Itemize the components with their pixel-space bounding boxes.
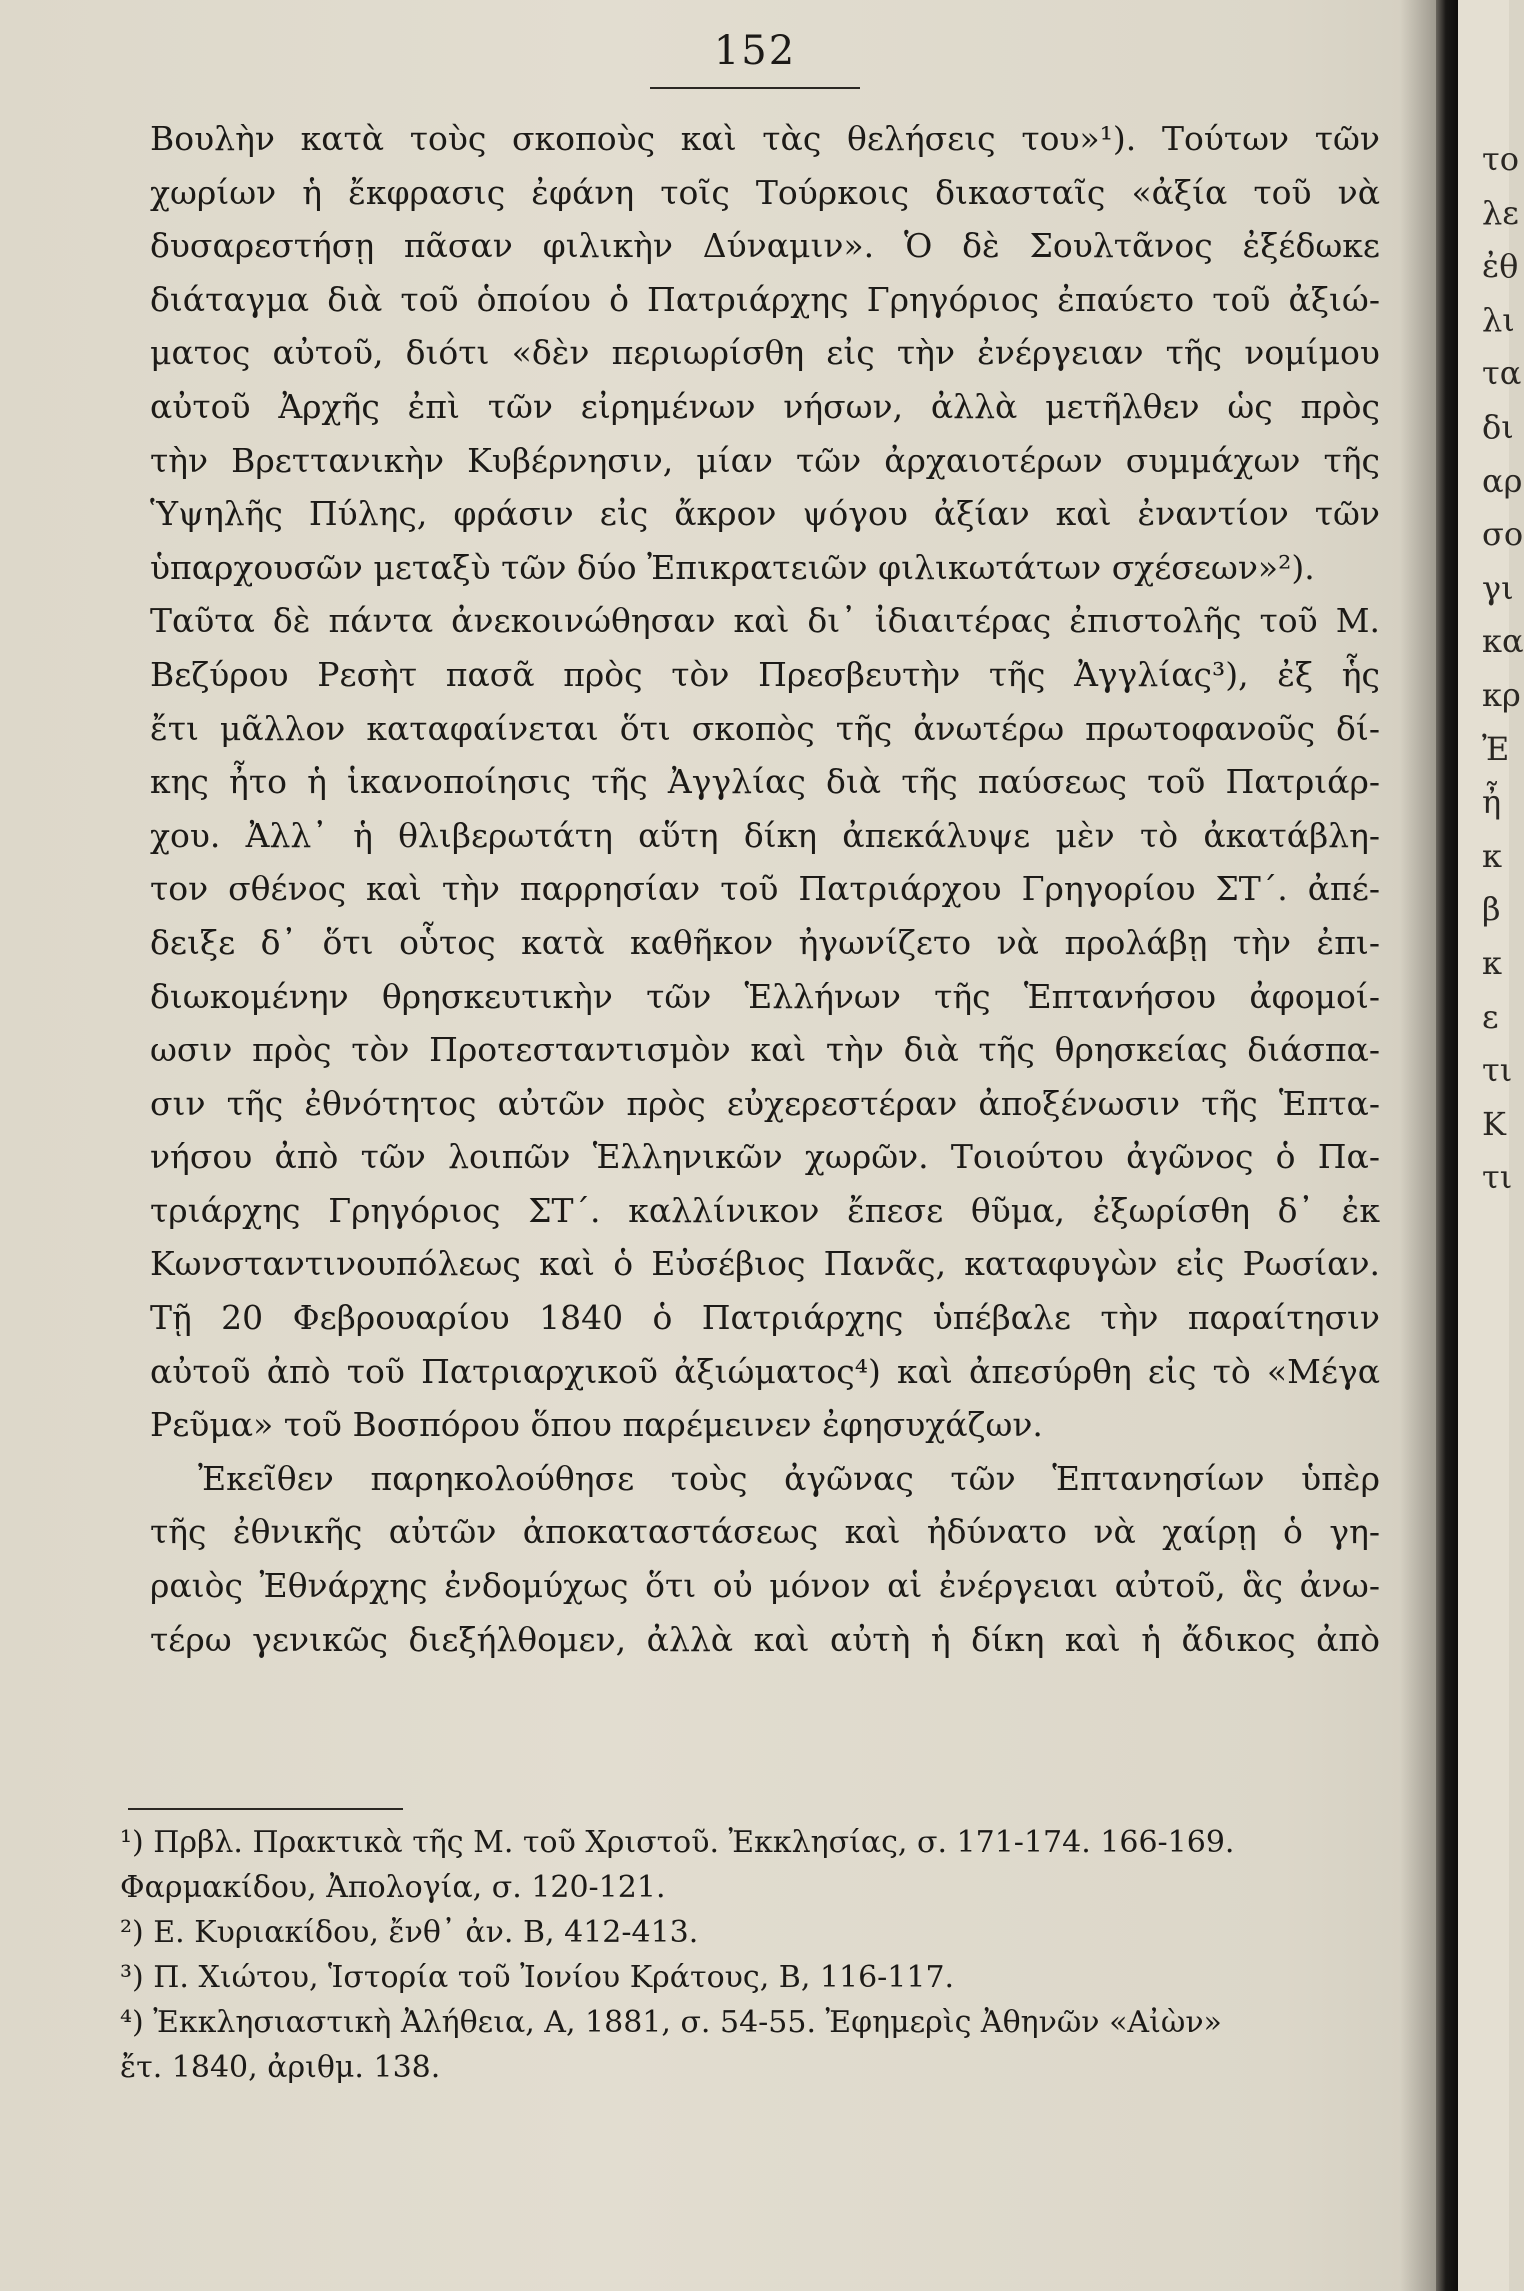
facing-page-fragment: κ: [1482, 944, 1502, 982]
text-line: σιν τῆς ἐθνότητος αὐτῶν πρὸς εὐχερεστέραν ἀποξένωσιν τῆς Ἑπτα-: [150, 1083, 1380, 1123]
facing-page-fragment: Κ: [1482, 1104, 1506, 1143]
text-line: Ὑψηλῆς Πύλης, φράσιν εἰς ἄκρον ψόγου ἀξίαν καὶ ἐναντίον τῶν: [150, 494, 1380, 534]
text-line: τὴν Βρεττανικὴν Κυβέρνησιν, μίαν τῶν ἀρχαιοτέρων συμμάχων τῆς: [150, 440, 1380, 480]
facing-page-fragment: τι: [1482, 1158, 1513, 1197]
text-line: ματος αὐτοῦ, διότι «δὲν περιωρίσθη εἰς τὴν ἐνέργειαν τῆς νομίμου: [150, 333, 1380, 373]
text-line: χωρίων ἡ ἔκφρασις ἐφάνη τοῖς Τούρκοις δικασταῖς «ἀξία τοῦ νὰ: [150, 172, 1380, 212]
facing-page-edge: [1458, 0, 1524, 2291]
footnote-rule: [128, 1808, 403, 1810]
footnote-line: ³) Π. Χιώτου, Ἱστορία τοῦ Ἰονίου Κράτους, Β, 116-117.: [120, 1960, 955, 1995]
text-line: δυσαρεστήσῃ πᾶσαν φιλικὴν Δύναμιν». Ὁ δὲ Σουλτᾶνος ἐξέδωκε: [150, 226, 1380, 266]
text-line: Ταῦτα δὲ πάντα ἀνεκοινώθησαν καὶ δι᾿ ἰδιαιτέρας ἐπιστολῆς τοῦ Μ.: [150, 601, 1380, 641]
footnote-line: ⁴) Ἐκκλησιαστικὴ Ἀλήθεια, Α, 1881, σ. 54-55. Ἐφημερὶς Ἀθηνῶν «Αἰὼν»: [120, 2005, 1222, 2040]
facing-page-fragment: ἐθ: [1482, 247, 1519, 286]
facing-page-fragment: ἦ: [1482, 783, 1502, 822]
text-line: Ρεῦμα» τοῦ Βοσπόρου ὅπου παρέμεινεν ἐφησυχάζων.: [150, 1405, 1043, 1445]
text-line: ἔτι μᾶλλον καταφαίνεται ὅτι σκοπὸς τῆς ἀνωτέρω πρωτοφανοῦς δί-: [150, 708, 1380, 748]
book-gutter: [1436, 0, 1458, 2291]
facing-page-fragment: κ: [1482, 836, 1502, 875]
header-rule: [650, 87, 860, 89]
text-line: ὑπαρχουσῶν μεταξὺ τῶν δύο Ἐπικρατειῶν φιλικωτάτων σχέσεων»²).: [150, 547, 1315, 587]
gutter-shadow: [1400, 0, 1436, 2291]
facing-page-fragment: Ἐ: [1482, 729, 1510, 768]
text-line: τῆς ἐθνικῆς αὐτῶν ἀποκαταστάσεως καὶ ἠδύνατο νὰ χαίρῃ ὁ γη-: [150, 1512, 1380, 1552]
facing-page-fragment: τι: [1482, 1051, 1513, 1090]
text-line: νήσου ἀπὸ τῶν λοιπῶν Ἑλληνικῶν χωρῶν. Τοιούτου ἀγῶνος ὁ Πα-: [150, 1137, 1380, 1177]
footnote-line: ἔτ. 1840, ἀριθμ. 138.: [120, 2050, 441, 2085]
facing-page-fragment: δι: [1482, 408, 1514, 446]
text-line: Κωνσταντινουπόλεως καὶ ὁ Εὐσέβιος Πανᾶς, καταφυγὼν εἰς Ρωσίαν.: [150, 1244, 1380, 1284]
text-line: τον σθένος καὶ τὴν παρρησίαν τοῦ Πατριάρχου Γρηγορίου ΣΤ΄. ἀπέ-: [150, 869, 1380, 909]
text-line: κης ἦτο ἡ ἱκανοποίησις τῆς Ἀγγλίας διὰ τῆς παύσεως τοῦ Πατριάρ-: [150, 762, 1380, 802]
facing-page-fragment: ε: [1482, 997, 1499, 1036]
text-line: δειξε δ᾿ ὅτι οὗτος κατὰ καθῆκον ἠγωνίζετο νὰ προλάβῃ τὴν ἐπι-: [150, 922, 1380, 962]
text-line: διωκομένην θρησκευτικὴν τῶν Ἑλλήνων τῆς Ἑπτανήσου ἀφομοί-: [150, 976, 1380, 1016]
text-line: χου. Ἀλλ᾿ ἡ θλιβερωτάτη αὕτη δίκη ἀπεκάλυψε μὲν τὸ ἀκατάβλη-: [150, 815, 1380, 855]
text-line: τέρω γενικῶς διεξήλθομεν, ἀλλὰ καὶ αὐτὴ ἡ δίκη καὶ ἡ ἄδικος ἀπὸ: [150, 1619, 1380, 1659]
facing-page-fragment: το: [1482, 140, 1519, 178]
text-line: Βεζύρου Ρεσὴτ πασᾶ πρὸς τὸν Πρεσβευτὴν τῆς Ἀγγλίας³), ἐξ ἧς: [150, 654, 1380, 694]
footnotes: [120, 1820, 1360, 2090]
facing-page-fragment: λε: [1482, 193, 1519, 232]
facing-page-fragment: λι: [1482, 300, 1515, 339]
text-line: διάταγμα διὰ τοῦ ὁποίου ὁ Πατριάρχης Γρηγόριος ἐπαύετο τοῦ ἀξιώ-: [150, 279, 1380, 319]
text-line: τριάρχης Γρηγόριος ΣΤ΄. καλλίνικον ἔπεσε θῦμα, ἐξωρίσθη δ᾿ ἐκ: [150, 1190, 1380, 1230]
text-line: αὐτοῦ ἀπὸ τοῦ Πατριαρχικοῦ ἀξιώματος⁴) καὶ ἀπεσύρθη εἰς τὸ «Μέγα: [150, 1351, 1380, 1391]
facing-page-fragment: τα: [1482, 354, 1522, 393]
page-number: 152: [713, 28, 797, 74]
footnote-line: ¹) Πρβλ. Πρακτικὰ τῆς Μ. τοῦ Χριστοῦ. Ἐκκλησίας, σ. 171-174. 166-169.: [120, 1825, 1235, 1860]
facing-page-fragment: κρ: [1482, 676, 1521, 714]
text-line: Βουλὴν κατὰ τοὺς σκοποὺς καὶ τὰς θελήσεις του»¹). Τούτων τῶν: [150, 119, 1380, 158]
footnote-line: ²) Ε. Κυριακίδου, ἔνθ᾿ ἀν. Β, 412-413.: [120, 1915, 699, 1950]
footnote-line: Φαρμακίδου, Ἀπολογία, σ. 120-121.: [120, 1870, 666, 1905]
facing-page-fragment: αρ: [1482, 461, 1523, 500]
facing-page-fragment: κα: [1482, 622, 1524, 661]
text-line: αὐτοῦ Ἀρχῆς ἐπὶ τῶν εἰρημένων νήσων, ἀλλὰ μετῆλθεν ὡς πρὸς: [150, 386, 1380, 426]
text-line: Τῇ 20 Φεβρουαρίου 1840 ὁ Πατριάρχης ὑπέβαλε τὴν παραίτησιν: [150, 1298, 1380, 1338]
body-text: [150, 112, 1380, 1666]
facing-page-fragment: γι: [1482, 568, 1514, 607]
text-line: ωσιν πρὸς τὸν Προτεσταντισμὸν καὶ τὴν διὰ τῆς θρησκείας διάσπα-: [150, 1030, 1380, 1070]
facing-page-fragment: β: [1482, 890, 1501, 929]
text-line: ραιὸς Ἐθνάρχης ἐνδομύχως ὅτι οὐ μόνον αἱ ἐνέργειαι αὐτοῦ, ἃς ἀνω-: [150, 1566, 1380, 1606]
text-line: Ἐκεῖθεν παρηκολούθησε τοὺς ἀγῶνας τῶν Ἑπτανησίων ὑπὲρ: [198, 1458, 1380, 1498]
facing-page-fragment: σο: [1482, 515, 1524, 554]
